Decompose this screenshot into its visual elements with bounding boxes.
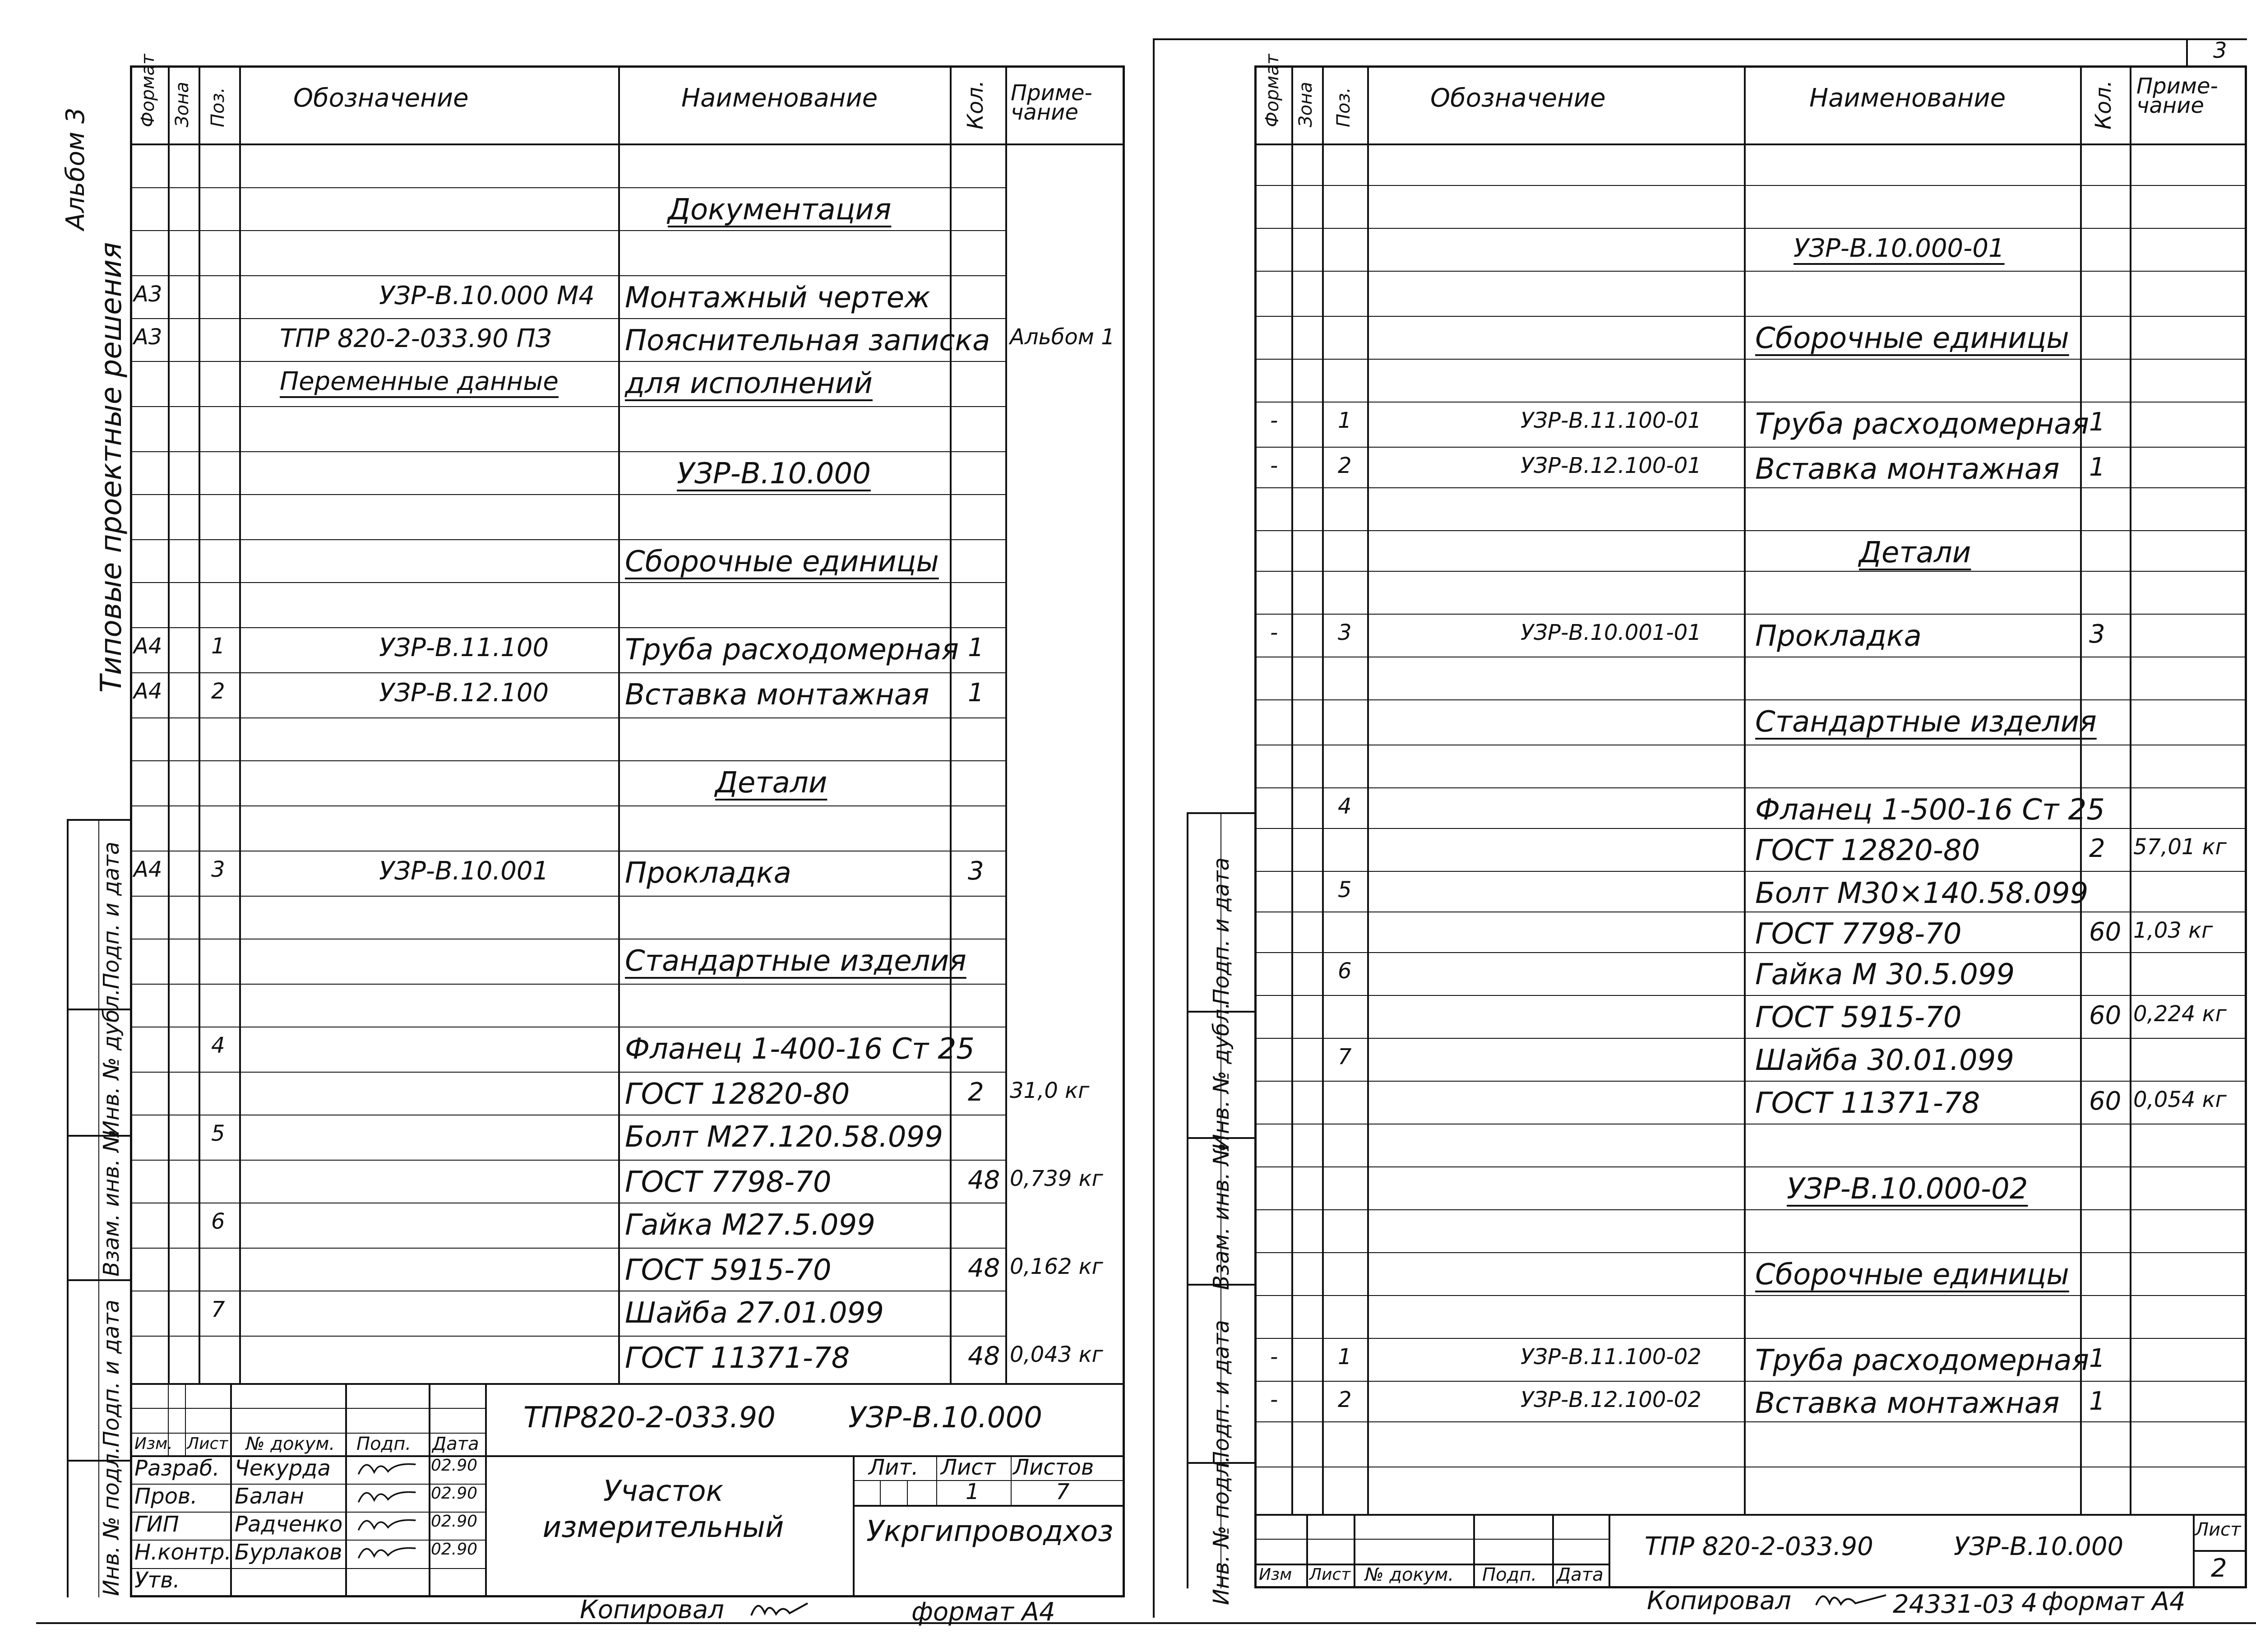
spec-note: 0,739 кг <box>1010 1166 1103 1191</box>
spec-designation: УЗР-В.12.100-01 <box>1521 453 1701 478</box>
spec-format: А3 <box>134 282 162 307</box>
spec-quantity: 60 <box>2089 1087 2122 1116</box>
spec-quantity: 1 <box>968 678 984 708</box>
stamp-list-value: 1 <box>966 1479 980 1504</box>
left-row-rule <box>130 187 1005 188</box>
spec-designation: УЗР-В.10.001 <box>379 856 549 886</box>
spec-position: 1 <box>211 634 225 659</box>
right-row-rule <box>1254 1381 2247 1382</box>
stamp-col-ndoc: № докум. <box>1365 1564 1454 1585</box>
side-label: Подп. и дата <box>99 842 124 989</box>
spec-format: - <box>1270 1344 1278 1370</box>
spec-quantity: 3 <box>2089 620 2105 649</box>
spec-position: 7 <box>1338 1044 1352 1069</box>
header-note: Приме-чание <box>2136 74 2218 119</box>
stamp-list: Лист <box>941 1455 996 1480</box>
spec-quantity: 60 <box>2089 917 2122 947</box>
spec-note: 0,162 кг <box>1010 1254 1103 1279</box>
stamp-col-podp: Подп. <box>1482 1564 1537 1585</box>
spec-name: Пояснительная записка <box>625 324 990 357</box>
spec-format: А4 <box>134 857 162 882</box>
spec-quantity: 1 <box>968 633 984 662</box>
spec-name: ГОСТ 5915-70 <box>625 1254 832 1287</box>
right-stamp-line <box>1609 1514 1610 1588</box>
left-row-rule <box>130 1336 1005 1337</box>
right-row-rule <box>1254 271 2247 272</box>
spec-name: Документация <box>668 193 892 227</box>
side-label: Подп. и дата <box>1209 857 1234 1005</box>
left-row-rule <box>130 361 1005 362</box>
right-row-rule <box>1254 530 2247 531</box>
stamp-col-data: Дата <box>1557 1564 1604 1585</box>
right-row-rule <box>1254 228 2247 229</box>
header-name: Наименование <box>681 83 878 113</box>
stamp-listov: Листов <box>1013 1455 1094 1480</box>
typical-label: Типовые проектные решения <box>95 242 128 693</box>
right-row-rule <box>1254 571 2247 572</box>
spec-position: 4 <box>211 1033 225 1058</box>
spec-note: 57,01 кг <box>2133 834 2227 860</box>
spec-name: ГОСТ 12820-80 <box>625 1078 850 1111</box>
spec-designation: УЗР-В.11.100-01 <box>1521 408 1701 433</box>
left-row-rule <box>130 717 1005 718</box>
stamp-list: Лист <box>2195 1519 2241 1540</box>
stamp-person-name: Бурлаков <box>235 1540 342 1565</box>
spec-name: Сборочные единицы <box>1755 322 2069 355</box>
right-row-rule <box>1254 316 2247 317</box>
spec-name: Шайба 27.01.099 <box>625 1296 884 1330</box>
spec-name: УЗР-В.10.000 <box>677 457 871 491</box>
stamp-role: Н.контр. <box>134 1540 231 1565</box>
left-stamp-line <box>907 1480 908 1505</box>
left-sidestrip-line <box>67 819 69 1597</box>
left-stamp-line <box>130 1383 1125 1385</box>
right-header-line <box>1254 143 2247 145</box>
side-label: Взам. инв. № <box>1209 1143 1234 1290</box>
spec-designation: УЗР-В.10.001-01 <box>1521 620 1701 645</box>
spec-designation: УЗР-В.10.000 М4 <box>379 281 595 310</box>
left-stamp-line <box>1011 1455 1012 1505</box>
side-label: Подп. и дата <box>1209 1320 1234 1467</box>
right-sidestrip-line <box>1187 812 1254 814</box>
left-stamp-line <box>936 1455 937 1505</box>
spec-name: Вставка монтажная <box>625 678 929 712</box>
signature <box>356 1511 420 1538</box>
spec-name: УЗР-В.10.000-02 <box>1787 1172 2028 1206</box>
stamp-lit: Лит. <box>869 1455 919 1480</box>
right-row-rule <box>1254 359 2247 360</box>
left-stamp-line <box>130 1568 485 1569</box>
right-row-rule <box>1254 1252 2247 1253</box>
left-col-line <box>950 65 952 1383</box>
left-col-line <box>618 65 620 1383</box>
spec-position: 6 <box>211 1209 225 1234</box>
right-col-line <box>1322 65 1324 1514</box>
spec-quantity: 2 <box>968 1078 984 1107</box>
left-col-line <box>239 65 241 1383</box>
stamp-date: 02.90 <box>431 1512 478 1531</box>
spec-name: Монтажный чертеж <box>625 281 930 315</box>
left-stamp-line <box>345 1383 347 1597</box>
spec-designation: Переменные данные <box>280 367 559 396</box>
right-row-rule <box>1254 1421 2247 1422</box>
spec-name: Болт М30×140.58.099 <box>1755 877 2089 910</box>
header-designation: Обозначение <box>1430 83 1606 113</box>
signature <box>356 1483 420 1510</box>
stamp-role: Разраб. <box>134 1456 220 1481</box>
left-row-rule <box>130 494 1005 495</box>
stamp-col-izm: Изм <box>1259 1565 1292 1584</box>
footer-page: 4 <box>2021 1588 2038 1618</box>
spec-name: Фланец 1-400-16 Ст 25 <box>625 1032 975 1066</box>
stamp-role: ГИП <box>134 1512 179 1537</box>
stamp-role: Пров. <box>134 1484 198 1509</box>
spec-name: ГОСТ 5915-70 <box>1755 1001 1962 1034</box>
right-row-rule <box>1254 1209 2247 1210</box>
header-zone: Зона <box>172 82 193 127</box>
spec-name: Детали <box>715 766 828 800</box>
left-row-rule <box>130 627 1005 628</box>
spec-quantity: 1 <box>2089 453 2105 482</box>
spec-note: 0,054 кг <box>2133 1087 2227 1112</box>
right-col-line <box>1744 65 1746 1514</box>
stamp-date: 02.90 <box>431 1484 478 1503</box>
header-note: Приме-чание <box>1011 80 1092 125</box>
header-format: Формат <box>138 54 158 127</box>
right-col-line <box>1367 65 1369 1514</box>
spec-designation: УЗР-В.12.100-02 <box>1521 1387 1701 1412</box>
stamp-date: 02.90 <box>431 1456 478 1475</box>
left-row-rule <box>130 539 1005 540</box>
stamp-role: Утв. <box>134 1568 180 1593</box>
right-row-rule <box>1254 828 2247 829</box>
left-row-rule <box>130 451 1005 452</box>
stamp-person-name: Балан <box>235 1484 304 1509</box>
spec-name: Гайка М27.5.099 <box>625 1208 875 1242</box>
spec-name: ГОСТ 12820-80 <box>1755 834 1980 867</box>
left-stamp-line <box>880 1480 881 1505</box>
header-pos: Поз. <box>208 87 228 127</box>
right-pageno-box <box>2186 38 2188 65</box>
spec-name: Труба расходомерная <box>625 633 959 666</box>
right-col-line <box>2130 65 2131 1514</box>
right-row-rule <box>1254 952 2247 953</box>
stamp-code: ТПР820-2-033.90 <box>523 1401 776 1435</box>
spec-quantity: 1 <box>2089 1344 2105 1373</box>
spec-quantity: 48 <box>968 1342 1000 1371</box>
left-row-rule <box>130 672 1005 673</box>
stamp-title: Участок измерительный <box>542 1475 784 1544</box>
left-row-rule <box>130 1248 1005 1249</box>
stamp-col-data: Дата <box>432 1434 479 1454</box>
stamp-doc: УЗР-В.10.000 <box>1954 1532 2124 1561</box>
spec-note: Альбом 1 <box>1010 324 1115 350</box>
spec-name: Шайба 30.01.099 <box>1755 1044 2014 1077</box>
spec-quantity: 1 <box>2089 407 2105 437</box>
side-label: Взам. инв. № <box>99 1129 124 1277</box>
right-page-number: 3 <box>2213 38 2227 63</box>
side-label: Инв. № дубл. <box>99 988 124 1137</box>
spec-name: Вставка монтажная <box>1755 453 2060 486</box>
right-stamp-line <box>1354 1514 1355 1588</box>
right-row-rule <box>1254 871 2247 872</box>
right-stamp-line <box>2193 1550 2247 1552</box>
copyist-signature <box>749 1595 817 1622</box>
left-stamp-line <box>853 1505 1125 1507</box>
spec-format: - <box>1270 453 1278 478</box>
footer-format: формат А4 <box>2042 1587 2186 1616</box>
left-stamp-line <box>429 1383 430 1597</box>
right-row-rule <box>1254 614 2247 615</box>
spec-position: 2 <box>211 679 225 704</box>
left-header-line <box>130 143 1125 145</box>
spec-quantity: 48 <box>968 1166 1000 1195</box>
spec-format: А3 <box>134 324 162 350</box>
right-row-rule <box>1254 787 2247 788</box>
spec-name: ГОСТ 11371-78 <box>1755 1087 1980 1120</box>
right-row-rule <box>1254 1038 2247 1039</box>
footer-number: 24331-03 <box>1893 1590 2015 1619</box>
spec-name: Стандартные изделия <box>625 944 966 978</box>
left-col-line <box>168 65 170 1383</box>
signature <box>356 1455 420 1482</box>
right-row-rule <box>1254 1295 2247 1296</box>
right-sidestrip-line <box>1187 812 1188 1588</box>
stamp-listov-value: 7 <box>1056 1479 1070 1504</box>
right-stamp-line <box>1306 1514 1308 1588</box>
spec-note: 0,043 кг <box>1010 1342 1103 1367</box>
header-name: Наименование <box>1809 83 2006 113</box>
spec-position: 1 <box>1338 408 1352 433</box>
left-stamp-line <box>185 1383 186 1455</box>
right-row-rule <box>1254 995 2247 996</box>
left-stamp-line <box>853 1480 1125 1481</box>
stamp-org: Укргипроводхоз <box>866 1515 1114 1548</box>
spec-name: Труба расходомерная <box>1755 407 2089 441</box>
header-zone: Зона <box>1295 82 1316 127</box>
spec-name: Гайка М 30.5.099 <box>1755 958 2015 991</box>
left-row-rule <box>130 760 1005 761</box>
spec-name: Болт М27.120.58.099 <box>625 1120 943 1154</box>
stamp-col-list: Лист <box>187 1435 228 1453</box>
stamp-list-value: 2 <box>2211 1554 2227 1583</box>
spec-position: 1 <box>1338 1344 1352 1370</box>
spec-designation: УЗР-В.11.100-02 <box>1521 1344 1701 1370</box>
left-row-rule <box>130 230 1005 231</box>
right-col-line <box>1291 65 1293 1514</box>
copyist-signature <box>1814 1586 1891 1611</box>
stamp-col-ndoc: № докум. <box>246 1434 335 1454</box>
spec-format: А4 <box>134 679 162 704</box>
spec-quantity: 60 <box>2089 1001 2122 1030</box>
header-qty: Кол. <box>2091 80 2116 130</box>
left-row-rule <box>130 1160 1005 1161</box>
header-designation: Обозначение <box>293 83 469 113</box>
spec-name: Стандартные изделия <box>1755 705 2097 739</box>
footer-copied: Копировал <box>580 1595 724 1624</box>
spec-designation: УЗР-В.12.100 <box>379 678 549 708</box>
left-row-rule <box>130 1072 1005 1073</box>
left-stamp-line <box>230 1383 232 1597</box>
stamp-person-name: Радченко <box>235 1512 343 1537</box>
footer-copied: Копировал <box>1647 1586 1791 1615</box>
spec-position: 7 <box>211 1297 225 1322</box>
spec-quantity: 3 <box>968 856 984 886</box>
right-row-rule <box>1254 1338 2247 1339</box>
left-row-rule <box>130 275 1005 276</box>
side-label: Инв. № дубл. <box>1209 1002 1234 1150</box>
right-outer-line <box>1153 38 2247 40</box>
spec-name: Вставка монтажная <box>1755 1387 2060 1420</box>
spec-name: Прокладка <box>625 856 791 890</box>
spec-name: Фланец 1-500-16 Ст 25 <box>1755 793 2105 827</box>
spec-note: 0,224 кг <box>2133 1001 2227 1027</box>
spec-designation: УЗР-В.11.100 <box>379 633 549 662</box>
left-stamp-line <box>130 1408 485 1409</box>
spec-position: 2 <box>1338 453 1352 478</box>
spec-format: - <box>1270 1387 1278 1412</box>
right-stamp-line <box>1552 1514 1554 1588</box>
left-col-line <box>1005 65 1007 1383</box>
right-row-rule <box>1254 402 2247 403</box>
left-col-line <box>199 65 200 1383</box>
spec-name: УЗР-В.10.000-01 <box>1794 234 2005 263</box>
left-row-rule <box>130 582 1005 583</box>
left-stamp-line <box>853 1455 855 1597</box>
spec-position: 4 <box>1338 794 1352 819</box>
header-pos: Поз. <box>1333 87 1354 127</box>
left-stamp-line <box>485 1383 487 1597</box>
spec-position: 6 <box>1338 958 1352 984</box>
right-stamp-line <box>1254 1514 2247 1516</box>
side-label: Подп. и дата <box>99 1300 124 1447</box>
spec-name: Сборочные единицы <box>1755 1258 2069 1291</box>
side-label: Инв. № подл. <box>99 1446 124 1596</box>
spec-quantity: 1 <box>2089 1387 2105 1416</box>
spec-format: А4 <box>134 634 162 659</box>
right-row-rule <box>1254 699 2247 700</box>
spec-position: 5 <box>211 1121 225 1146</box>
left-row-rule <box>130 984 1005 985</box>
spec-position: 3 <box>1338 620 1352 645</box>
album-label: Альбом 3 <box>61 107 90 230</box>
stamp-col-list: Лист <box>1309 1565 1351 1584</box>
stamp-code: ТПР 820-2-033.90 <box>1645 1532 1873 1561</box>
footer-format: формат А4 <box>911 1597 1055 1627</box>
header-format: Формат <box>1262 54 1283 127</box>
stamp-doc: УЗР-В.10.000 <box>848 1401 1042 1435</box>
left-row-rule <box>130 896 1005 897</box>
spec-designation: ТПР 820-2-033.90 ПЗ <box>280 324 552 353</box>
page-bottom-line <box>36 1622 2256 1624</box>
signature <box>356 1539 420 1566</box>
spec-quantity: 2 <box>2089 834 2105 863</box>
spec-name: ГОСТ 7798-70 <box>1755 917 1962 951</box>
spec-note: 1,03 кг <box>2133 918 2213 943</box>
right-row-rule <box>1254 1166 2247 1167</box>
left-row-rule <box>130 406 1005 407</box>
spec-position: 3 <box>211 857 225 882</box>
spec-name: Сборочные единицы <box>625 545 939 578</box>
right-row-rule <box>1254 487 2247 488</box>
spec-position: 5 <box>1338 877 1352 902</box>
spec-position: 2 <box>1338 1387 1352 1412</box>
stamp-person-name: Чекурда <box>235 1456 331 1481</box>
spec-note: 31,0 кг <box>1010 1078 1090 1103</box>
spec-name: ГОСТ 11371-78 <box>625 1342 850 1375</box>
right-col-line <box>2080 65 2082 1514</box>
header-qty: Кол. <box>963 80 988 130</box>
spec-name: для исполнений <box>625 367 873 400</box>
spec-name: Детали <box>1859 536 1971 569</box>
spec-format: - <box>1270 408 1278 433</box>
spec-name: Труба расходомерная <box>1755 1344 2089 1377</box>
left-row-rule <box>130 805 1005 806</box>
spec-name: Прокладка <box>1755 620 1922 653</box>
right-row-rule <box>1254 185 2247 186</box>
stamp-col-podp: Подп. <box>356 1434 411 1454</box>
left-row-rule <box>130 318 1005 319</box>
side-label: Инв. № подл. <box>1209 1455 1234 1605</box>
right-outer-line <box>1153 38 1155 1618</box>
spec-quantity: 48 <box>968 1254 1000 1283</box>
right-row-rule <box>1254 1081 2247 1082</box>
spec-format: - <box>1270 620 1278 645</box>
spec-name: ГОСТ 7798-70 <box>625 1166 832 1199</box>
stamp-col-izm: Изм. <box>134 1435 173 1453</box>
right-stamp-line <box>1473 1514 1475 1588</box>
stamp-date: 02.90 <box>431 1540 478 1559</box>
right-row-rule <box>1254 447 2247 448</box>
